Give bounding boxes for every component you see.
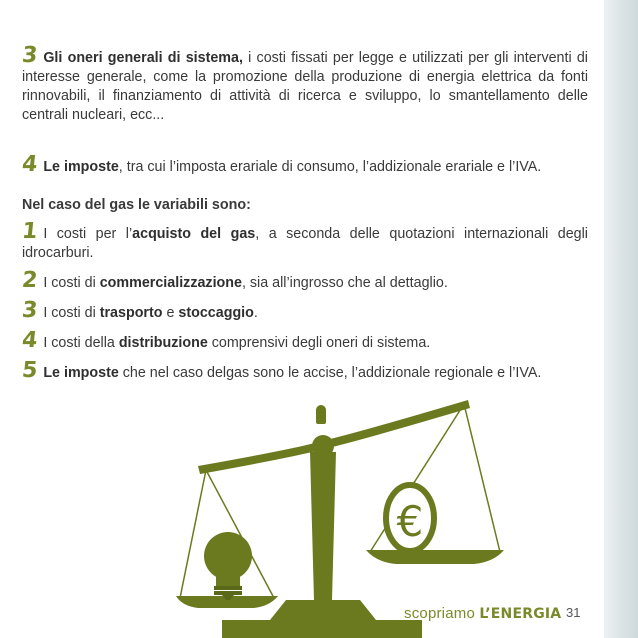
item-number: 4 <box>20 328 39 353</box>
item-text: . <box>253 305 258 321</box>
item-bold: commercializzazione <box>99 275 242 291</box>
bold-lead: Gli oneri generali di sistema, <box>43 50 243 66</box>
item-bold: trasporto <box>99 305 163 321</box>
item-text: , sia all’ingrosso che al dettaglio. <box>241 275 448 291</box>
gas-heading: Nel caso del gas le variabili sono: <box>22 197 251 213</box>
item-bold: distribuzione <box>118 335 208 351</box>
item-text: che nel caso delgas sono le accise, l’addizionale regionale e l’IVA. <box>118 365 542 381</box>
item-number: 5 <box>20 358 39 383</box>
item-text: I costi della <box>43 335 119 351</box>
item-text: comprensivi degli oneri di sistema. <box>207 335 431 351</box>
paragraph-text: , tra cui l’imposta erariale di consumo, l’addizionale erariale e l’IVA. <box>118 159 542 175</box>
scale-base-foot <box>222 620 422 638</box>
scale-base <box>270 600 376 620</box>
item-bold: Le imposte <box>43 365 119 381</box>
item-text: , a seconda delle quotazioni internazionali degli idrocarburi. <box>22 226 588 261</box>
item-bold: stoccaggio <box>178 305 254 321</box>
item-text: I costi di <box>43 275 100 291</box>
item-text: I costi per l’ <box>43 226 133 242</box>
scale-right-pan <box>366 550 504 564</box>
item-number: 4 <box>20 152 39 177</box>
item-bold: acquisto del gas <box>132 226 256 242</box>
item-number: 1 <box>20 219 39 244</box>
euro-icon <box>386 485 434 551</box>
item-text: e <box>162 305 179 321</box>
bold-lead: Le imposte <box>43 159 119 175</box>
item-number: 3 <box>20 298 39 323</box>
page-number: 31 <box>566 605 581 620</box>
item-number: 3 <box>20 43 39 68</box>
euro-symbol: € <box>396 497 424 546</box>
brand-name: L’ENERGIA <box>479 606 562 622</box>
lightbulb-icon <box>204 532 252 600</box>
paragraph-text: i costi fissati per legge e utilizzati per gli interventi di interesse generale, come la promozione della produzione di energia elettrica da fonti rinnovabili, il finanziamento di attività di ricerca e sviluppo, lo smantellamento delle centrali nucleari, ecc... <box>22 50 588 123</box>
scale-post <box>310 452 336 600</box>
item-number: 2 <box>20 268 39 293</box>
footer-brand <box>404 605 561 622</box>
item-text: I costi di <box>43 305 100 321</box>
brand-prefix: scopriamo <box>404 605 480 622</box>
